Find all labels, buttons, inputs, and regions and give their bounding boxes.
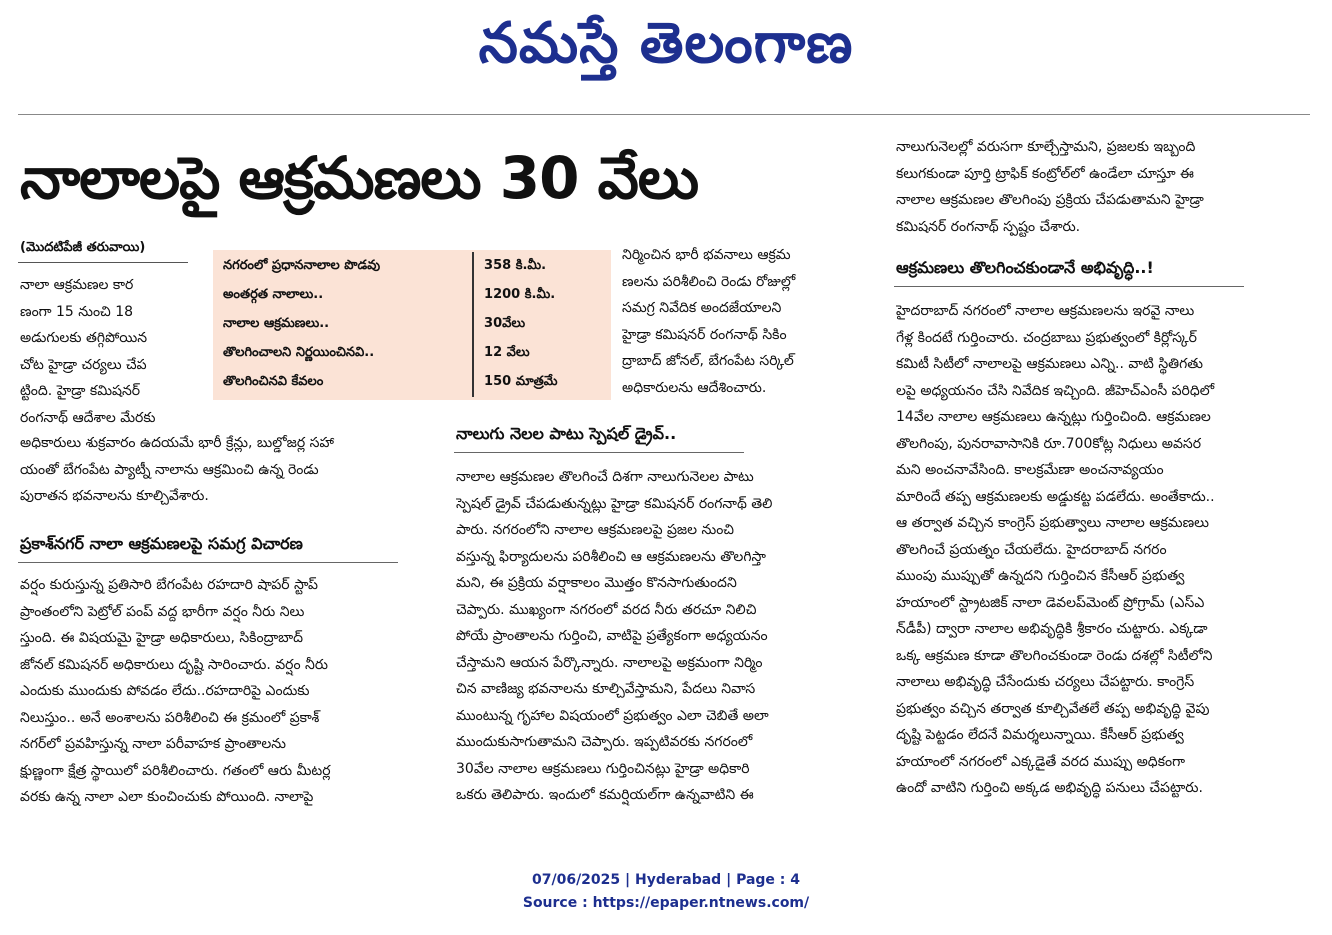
facts-label: తొలగించాలని నిర్ణయించినవి..	[223, 344, 375, 360]
facts-label: తొలగించినవి కేవలం	[223, 373, 324, 389]
continued-tag: (మొదటిపేజీ తరువాయి)	[20, 240, 146, 255]
text-line: ఒకరు తెలిపారు. ఇందులో కమర్షియల్‌గా ఉన్నవాటిని ఈ	[456, 787, 754, 803]
text-line: హయాంలో స్ట్రాటజిక్ నాలా డెవలప్‌మెంట్ ప్రోగ్రామ్ (ఎస్‌ఎ	[896, 594, 1205, 611]
text-line: ట్టింది. హైడ్రా కమిషనర్	[20, 383, 141, 399]
text-line: పోయే ప్రాంతాలను గుర్తించి, వాటిపై ప్రత్యేకంగా అధ్యయనం	[456, 628, 768, 644]
text-line: 30వేల నాలాల ఆక్రమణలు గుర్తించినట్లు హైడ్రా అధికారి	[456, 760, 750, 777]
text-line: తొలగించే ప్రయత్నం చేయలేదు. హైదరాబాద్ నగరం	[896, 541, 1167, 558]
text-line: కమిషనర్ రంగనాథ్ స్పష్టం చేశారు.	[896, 218, 1081, 235]
col3-top-text	[896, 134, 1310, 240]
col2-top-text	[622, 242, 870, 401]
text-line: వరకు ఉన్న నాలా ఎలా కుంచించుకు పోయింది. నాలాపై	[20, 789, 314, 805]
text-line: ప్రభుత్వం వచ్చిన తర్వాత కూల్చివేతలే తప్ప అభివృద్ధి వైపు	[896, 700, 1210, 717]
col3-body-text	[896, 298, 1310, 802]
text-line: దృష్టి పెట్టడం లేదనే విమర్శలున్నాయి. కేసీఆర్ ప్రభుత్వ	[896, 727, 1184, 743]
text-line: ఆ తర్వాత వచ్చిన కాంగ్రెస్ ప్రభుత్వాలు నాలాల ఆక్రమణలు	[896, 515, 1209, 531]
text-line: నాలాల ఆక్రమణల తొలగించే దిశగా నాలుగునెలల పాటు	[456, 469, 754, 485]
text-line: నిర్మించిన భారీ భవనాలు ఆక్రమ	[622, 247, 791, 263]
col1-wide-text	[20, 430, 440, 510]
text-line: చెప్పారు. ముఖ్యంగా నగరంలో వరద నీరు తరచూ నిలిచి	[456, 601, 757, 618]
facts-label: నగరంలో ప్రధాననాలాల పొడవు	[223, 257, 381, 273]
text-line: అధికారులను ఆదేశించారు.	[622, 379, 767, 396]
col2-subhead-rule	[454, 452, 744, 453]
col3-subhead: ఆక్రమణలు తొలగించకుండానే అభివృద్ధి..!	[896, 258, 1154, 277]
footer-dateline: 07/06/2025 | Hyderabad | Page : 4	[531, 872, 801, 888]
text-line: పారు. నగరంలోని నాలాల ఆక్రమణలపై ప్రజల నుంచి	[456, 522, 735, 538]
text-line: నాలా ఆక్రమణల కార	[20, 277, 134, 293]
col2-body-text	[456, 464, 868, 809]
tag-divider	[18, 262, 188, 263]
text-line: కమిటీ సిటీలో నాలాలపై ఆక్రమణలు ఎన్ని.. వాటి స్థితిగతు	[896, 356, 1203, 372]
text-line: యంతో బేగంపేట ప్యాట్నీ నాలాను ఆక్రమించి ఉన్న రెండు	[20, 461, 319, 478]
col1-subhead: ప్రకాశ్‌నగర్‌ నాలా ఆక్రమణలపై సమగ్ర విచారణ	[20, 534, 303, 553]
text-line: ముంటున్న గృహాల విషయంలో ప్రభుత్వం ఎలా చెబితే అలా	[456, 707, 769, 724]
facts-value: 358 కి.మీ.	[473, 252, 611, 281]
text-line: వర్షం కురుస్తున్న ప్రతిసారి బేగంపేట రహదారి షాపర్ స్టాప్	[20, 577, 319, 593]
text-line: న్‌డీపీ) ద్వారా నాలాల అభివృద్ధికి శ్రీకారం చుట్టారు. ఎక్కడా	[896, 621, 1208, 637]
masthead-divider	[18, 114, 1310, 115]
facts-row	[213, 281, 611, 310]
text-line: మని అంచనావేసింది. కాలక్రమేణా అంచనావ్యయం	[896, 462, 1164, 478]
text-line: హయాంలో నగరంలో ఎక్కడైతే వరద ముప్పు అధికంగా	[896, 753, 1185, 770]
text-line: తొలగింపు, పునరావాసానికి రూ.700కోట్ల నిధులు అవసర	[896, 435, 1202, 452]
facts-box	[213, 250, 611, 400]
facts-row	[213, 368, 611, 397]
masthead	[0, 8, 1332, 88]
facts-table	[213, 252, 611, 397]
col1-body-text	[20, 572, 440, 811]
newspaper-logo: నమస్తే తెలంగాణ	[478, 11, 854, 76]
text-line: పురాతన భవనాలను కూల్చివేశారు.	[20, 488, 209, 504]
text-line: ద్రాబాద్ జోనల్, బేగంపేట సర్కిల్	[622, 353, 794, 369]
facts-row	[213, 252, 611, 281]
facts-value: 150 మాత్రమే	[473, 368, 611, 397]
col3-subhead-rule	[894, 286, 1244, 287]
text-line: నిలుస్తుం.. అనే అంశాలను పరిశీలించి ఈ క్రమంలో ప్రకాశ్	[20, 709, 320, 726]
text-line: నాలాల ఆక్రమణల తొలగింపు ప్రక్రియ చేపడుతామని హైడ్రా	[896, 192, 1204, 208]
text-line: మని, ఈ ప్రక్రియ వర్షాకాలం మొత్తం కొనసాగుతుందని	[456, 575, 737, 591]
text-line: ప్రాంతంలోని పెట్రోల్ పంప్ వద్ద భారీగా వర్షం నీరు నిలు	[20, 603, 305, 620]
text-line: ఉందో వాటిని గుర్తించి అక్కడ అభివృద్ధి పనులు చేపట్టారు.	[896, 780, 1203, 796]
text-line: లపై అధ్యయనం చేసి నివేదిక ఇచ్చింది. జీహెచ్‌ఎంసీ పరిధిలో	[896, 382, 1215, 399]
col2-subhead: నాలుగు నెలల పాటు స్పెషల్ డ్రైవ్..	[456, 424, 677, 443]
text-line: నాలుగునెలల్లో వరుసగా కూల్చేస్తామని, ప్రజలకు ఇబ్బంది	[896, 139, 1196, 155]
text-line: హైదరాబాద్ నగరంలో నాలాల ఆక్రమణలను ఇరవై నాలు	[896, 303, 1195, 319]
text-line: ణంగా 15 నుంచి 18	[20, 303, 134, 320]
text-line: ఎందుకు ముందుకు పోవడం లేదు..రహదారిపై ఎందుకు	[20, 683, 310, 699]
text-line: సమగ్ర నివేదిక అందజేయాలని	[622, 300, 782, 316]
text-line: స్పెషల్ డ్రైవ్ చేపడుతున్నట్లు హైడ్రా కమిషనర్ రంగనాథ్ తెలి	[456, 495, 773, 512]
facts-label: నాలాల ఆక్రమణలు..	[223, 315, 330, 331]
col1-subhead-rule	[18, 562, 398, 563]
text-line: ముంపు ముప్పుతో ఉన్నదని గుర్తించిన కేసీఆర్ ప్రభుత్వ	[896, 568, 1185, 584]
facts-value: 30వేలు	[473, 310, 611, 339]
text-line: చోట హైడ్రా చర్యలు చేప	[20, 356, 147, 373]
facts-value: 12 వేలు	[473, 339, 611, 368]
text-line: జోనల్ కమిషనర్ అధికారులు దృష్టి సారించారు. వర్షం నీరు	[20, 656, 329, 673]
headline: నాలాలపై ఆక్రమణలు 30 వేలు	[20, 144, 699, 212]
text-line: చిన వాణిజ్య భవనాలను కూల్చివేస్తామని, పేదలు నివాస	[456, 681, 756, 697]
text-line: చేస్తామని ఆయన పేర్కొన్నారు. నాలాలపై అక్రమంగా నిర్మిం	[456, 654, 763, 671]
text-line: కలుగకుండా పూర్తి ట్రాఫిక్ కంట్రోల్‌లో ఉండేలా చూస్తూ ఈ	[896, 165, 1194, 182]
footer-source: Source : https://epaper.ntnews.com/	[522, 895, 810, 911]
facts-row	[213, 310, 611, 339]
text-line: ణలను పరిశీలించి రెండు రోజుల్లో	[622, 273, 796, 290]
text-line: మారిందే తప్ప ఆక్రమణలకు అడ్డుకట్ట పడలేదు. అంతేకాదు..	[896, 488, 1215, 505]
text-line: నగర్‌లో ప్రవహిస్తున్న నాలా పరీవాహక ప్రాంతాలను	[20, 736, 286, 752]
text-line: అడుగులకు తగ్గిపోయిన	[20, 330, 148, 346]
text-line: అధికారులు శుక్రవారం ఉదయమే భారీ క్రేన్లు, బుల్డోజర్ల సహా	[20, 435, 334, 451]
text-line: క్షుణ్ణంగా క్షేత్ర స్థాయిలో పరిశీలించారు. గతంలో ఆరు మీటర్ల	[20, 762, 331, 779]
text-line: గేళ్ల కిందటే గుర్తించారు. చంద్రబాబు ప్రభుత్వంలో కిర్లోస్కర్	[896, 329, 1197, 346]
text-line: హైడ్రా కమిషనర్ రంగనాథ్ సికిం	[622, 326, 787, 343]
facts-value: 1200 కి.మీ.	[473, 281, 611, 310]
text-line: ముందుకుసాగుతామని చెప్పారు. ఇప్పటివరకు నగరంలో	[456, 734, 753, 750]
col1-narrow-text	[20, 272, 190, 431]
text-line: వస్తున్న ఫిర్యాదులను పరిశీలించి ఆ ఆక్రమణలను తొలగిస్తా	[456, 548, 766, 565]
text-line: ఒక్క ఆక్రమణ కూడా తొలగించకుండా రెండు దశల్లో సిటీలోని	[896, 647, 1213, 664]
text-line: రంగనాథ్ ఆదేశాల మేరకు	[20, 409, 156, 426]
facts-row	[213, 339, 611, 368]
facts-label: అంతర్గత నాలాలు..	[223, 286, 324, 302]
text-line: స్తుంది. ఈ విషయమై హైడ్రా అధికారులు, సికింద్రాబాద్	[20, 630, 304, 646]
text-line: 14వేల నాలాల ఆక్రమణలు ఉన్నట్లు గుర్తించింది. ఆక్రమణల	[896, 409, 1211, 425]
text-line: నాలాలు అభివృద్ధి చేసేందుకు చర్యలు చేపట్టారు. కాంగ్రెస్	[896, 674, 1195, 690]
